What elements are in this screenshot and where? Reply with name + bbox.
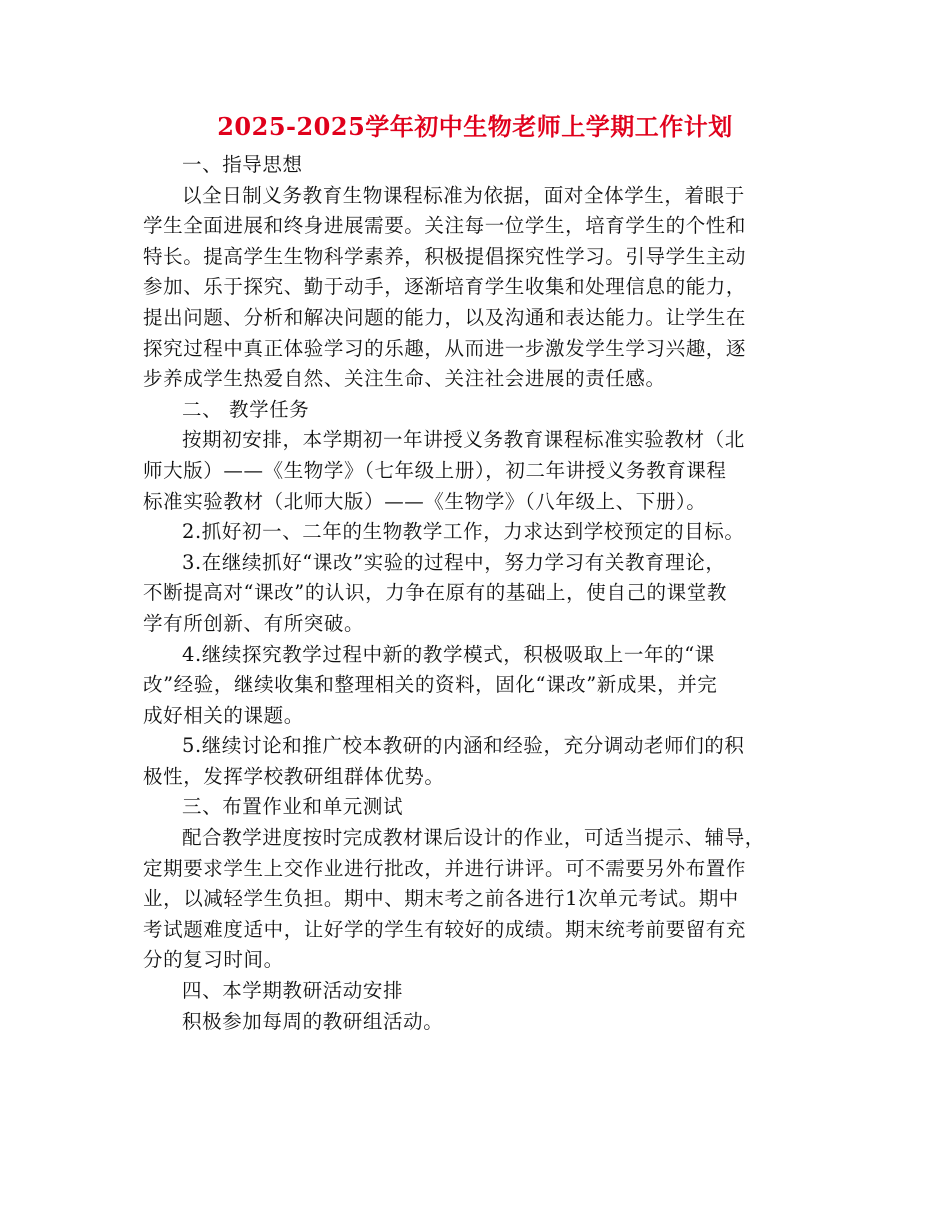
text-line: 二、 教学任务 [182,397,310,421]
text-line: 成好相关的课题。 [143,703,304,727]
text-line: 分的复习时间。 [143,948,284,972]
text-line: 四、本学期教研活动安排 [182,979,404,1003]
paragraph-guiding-ideology [143,181,805,395]
text-line: 特长。提高学生生物科学素养，积极提倡探究性学习。引导学生主动 [143,244,747,268]
text-line: 积极参加每周的教研组活动。 [182,1009,444,1033]
text-line: 极性，发挥学校教研组群体优势。 [143,764,445,788]
text-line: 5.继续讨论和推广校本教研的内涵和经验，充分调动老师们的积 [182,734,745,758]
text-line: 改”经验，继续收集和整理相关的资料，固化“课改”新成果，并完 [143,673,718,697]
text-line: 标准实验教材（北师大版）——《生物学》（八年级上、下册）。 [143,489,707,513]
list-item-5 [143,731,805,792]
list-item-2 [143,517,805,548]
text-line: 探究过程中真正体验学习的乐趣，从而进一步激发学生学习兴趣，逐 [143,336,747,360]
text-line: 不断提高对“课改”的认识，力争在原有的基础上，使自己的课堂教 [143,581,727,605]
text-line: 三、布置作业和单元测试 [182,795,404,819]
text-line: 按期初安排，本学期初一年讲授义务教育课程标准实验教材（北 [182,428,745,452]
text-line: 定期要求学生上交作业进行批改，并进行讲评。可不需要另外布置作 [143,856,747,880]
text-line: 步养成学生热爱自然、关注生命、关注社会进展的责任感。 [143,367,666,391]
section-heading-homework-tests [143,792,805,823]
text-line: 提出问题、分析和解决问题的能力，以及沟通和表达能力。让学生在 [143,305,747,329]
section-heading-teaching-tasks [143,395,805,426]
list-item-3 [143,548,805,640]
text-line: 3.在继续抓好“课改”实验的过程中，努力学习有关教育理论， [182,550,726,574]
paragraph-research-activities [143,1007,805,1038]
text-line: 业，以减轻学生负担。期中、期末考之前各进行1次单元考试。期中 [143,887,739,911]
text-line: 以全日制义务教育生物课程标准为依据，面对全体学生，着眼于 [182,183,745,207]
text-line: 师大版）——《生物学》（七年级上册），初二年讲授义务教育课程 [143,458,727,482]
paragraph-teaching-tasks [143,425,805,517]
text-line: 2.抓好初一、二年的生物教学工作，力求达到学校预定的目标。 [182,520,745,544]
document-body [143,150,805,1037]
paragraph-homework-tests [143,823,805,976]
text-line: 参加、乐于探究、勤于动手，逐渐培育学生收集和处理信息的能力， [143,275,747,299]
text-line: 学生全面进展和终身进展需要。关注每一位学生，培育学生的个性和 [143,214,747,238]
text-line: 考试题难度适中，让好学的学生有较好的成绩。期末统考前要留有充 [143,917,747,941]
text-line: 学有所创新、有所突破。 [143,611,365,635]
section-heading-research-activities [143,976,805,1007]
section-heading-guiding-ideology [143,150,805,181]
text-line: 4.继续探究教学过程中新的教学模式，积极吸取上一年的“课 [182,642,715,666]
document-title: 2025-2025学年初中生物老师上学期工作计划 [217,112,733,141]
list-item-4 [143,640,805,732]
text-line: 一、指导思想 [182,153,303,176]
text-line: 配合教学进度按时完成教材课后设计的作业，可适当提示、辅导， [182,826,765,850]
